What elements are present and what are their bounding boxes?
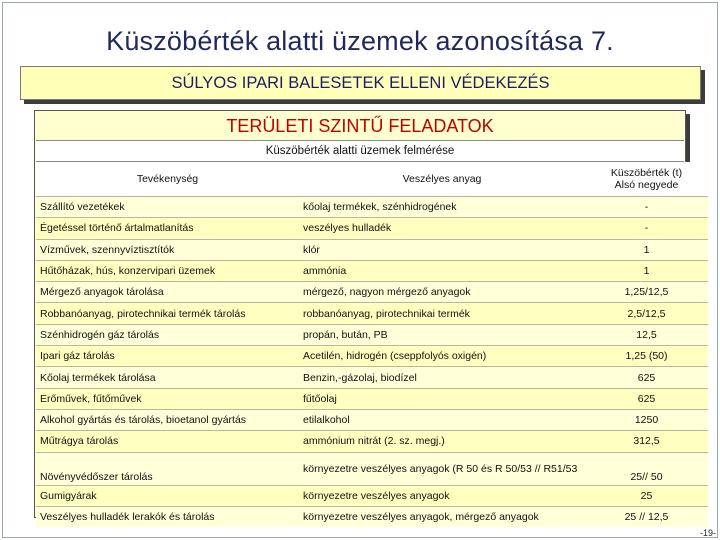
table-row	[36, 485, 708, 506]
cell-substance: ammónia	[299, 260, 585, 281]
cell-threshold: -	[585, 197, 708, 218]
table-row	[36, 260, 708, 281]
cell-threshold: 12,5	[585, 324, 708, 345]
cell-threshold: 1250	[585, 409, 708, 430]
cell-threshold: 312,5	[585, 431, 708, 452]
table-row	[36, 282, 708, 303]
table-row	[36, 388, 708, 409]
page-number: -19-	[699, 528, 716, 538]
cell-substance: Acetilén, hidrogén (cseppfolyós oxigén)	[299, 346, 585, 367]
cell-substance: veszélyes hulladék	[299, 218, 585, 239]
cell-substance: etilalkohol	[299, 409, 585, 430]
cell-threshold: -	[585, 218, 708, 239]
table-row	[36, 367, 708, 388]
cell-activity: Szénhidrogén gáz tárolás	[36, 324, 299, 345]
cell-substance: kőolaj termékek, szénhidrogének	[299, 197, 585, 218]
table-row	[36, 431, 708, 452]
table-row	[36, 346, 708, 367]
table-row	[36, 409, 708, 430]
cell-activity: Műtrágya tárolás	[36, 431, 299, 452]
table-caption: Küszöbérték alatti üzemek felmérése	[36, 141, 684, 162]
cell-activity: Mérgező anyagok tárolása	[36, 282, 299, 303]
cell-threshold: 25 // 12,5	[585, 506, 708, 527]
cell-threshold: 25	[585, 485, 708, 506]
cell-activity: Ipari gáz tárolás	[36, 346, 299, 367]
table-row	[36, 452, 708, 485]
cell-substance: ammónium nitrát (2. sz. megj.)	[299, 431, 585, 452]
table-row	[36, 303, 708, 324]
header-threshold-line1: Küszöbérték (t)	[610, 167, 683, 179]
content-panel	[34, 110, 686, 523]
table-header-row	[36, 162, 708, 197]
cell-substance: robbanóanyag, pirotechnikai termék	[299, 303, 585, 324]
cell-threshold: 625	[585, 388, 708, 409]
cell-substance: propán, bután, PB	[299, 324, 585, 345]
cell-threshold: 2,5/12,5	[585, 303, 708, 324]
cell-threshold: 1	[585, 260, 708, 281]
table-row	[36, 506, 708, 527]
cell-activity: Kőolaj termékek tárolása	[36, 367, 299, 388]
cell-substance: mérgező, nagyon mérgező anyagok	[299, 282, 585, 303]
threshold-table	[36, 162, 708, 527]
cell-activity: Hűtőházak, hús, konzervipari üzemek	[36, 260, 299, 281]
cell-activity: Veszélyes hulladék lerakók és tárolás	[36, 506, 299, 527]
cell-substance: környezetre veszélyes anyagok	[299, 485, 585, 506]
table-row	[36, 324, 708, 345]
cell-activity: Szállító vezetékek	[36, 197, 299, 218]
table-body	[36, 197, 708, 528]
cell-activity: Vízművek, szennyvíztisztítók	[36, 239, 299, 260]
table-row	[36, 239, 708, 260]
cell-threshold: 1,25 (50)	[585, 346, 708, 367]
cell-activity: Égetéssel történő ártalmatlanítás	[36, 218, 299, 239]
cell-activity: Erőművek, fűtőművek	[36, 388, 299, 409]
cell-threshold: 1,25/12,5	[585, 282, 708, 303]
table-row	[36, 218, 708, 239]
header-activity: Tevékenység	[36, 162, 299, 197]
slide-title: Küszöbérték alatti üzemek azonosítása 7.	[106, 26, 614, 56]
cell-substance: Benzin,-gázolaj, biodízel	[299, 367, 585, 388]
cell-substance: környezetre veszélyes anyagok, mérgező anyagok	[299, 506, 585, 527]
cell-activity: Robbanóanyag, pirotechnikai termék tárolás	[36, 303, 299, 324]
cell-activity: Alkohol gyártás és tárolás, bioetanol gyártás	[36, 409, 299, 430]
cell-substance: klór	[299, 239, 585, 260]
cell-substance: környezetre veszélyes anyagok (R 50 és R 50/53 // R51/53	[299, 452, 585, 485]
header-threshold	[585, 162, 708, 197]
cell-substance: fűtőolaj	[299, 388, 585, 409]
subtitle-banner: SÚLYOS IPARI BALESETEK ELLENI VÉDEKEZÉS	[20, 66, 701, 100]
table-row	[36, 197, 708, 218]
cell-activity: Gumigyárak	[36, 485, 299, 506]
cell-threshold: 625	[585, 367, 708, 388]
cell-threshold: 25// 50	[585, 452, 708, 485]
header-substance: Veszélyes anyag	[299, 162, 585, 197]
cell-threshold: 1	[585, 239, 708, 260]
section-heading: TERÜLETI SZINTŰ FELADATOK	[36, 112, 684, 141]
header-threshold-line2: Alsó negyede	[614, 179, 679, 191]
cell-activity: Növényvédőszer tárolás	[36, 452, 299, 485]
